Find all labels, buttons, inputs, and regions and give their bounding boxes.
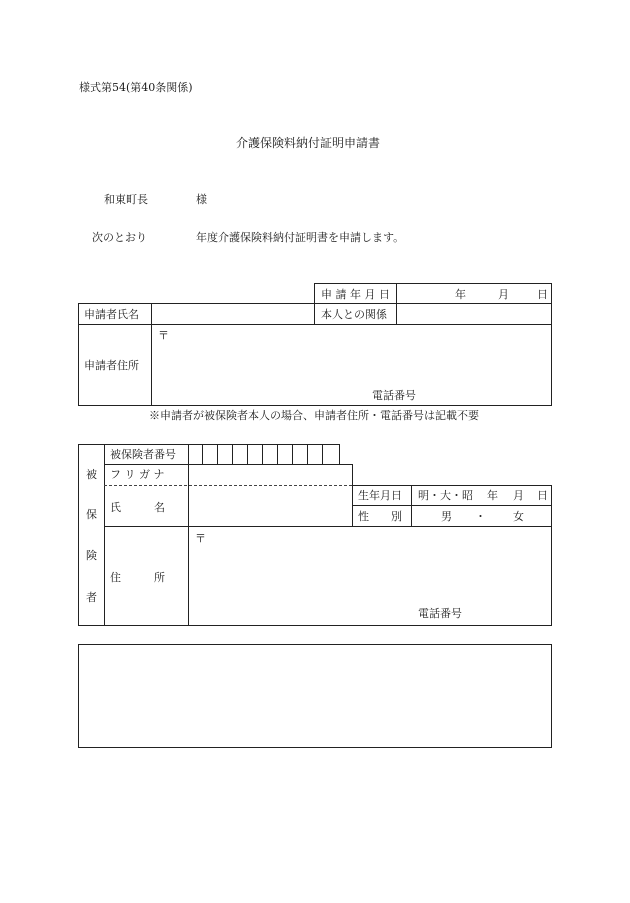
era-options[interactable]: 明・大・昭 [418, 489, 473, 502]
birth-day[interactable]: 日 [537, 489, 548, 502]
birth-month[interactable]: 月 [513, 489, 524, 502]
applicant-address-field[interactable] [153, 326, 550, 404]
intro-text: 次のとおり [92, 231, 147, 244]
furigana-field[interactable] [190, 466, 351, 484]
applicant-name-label: 申請者氏名 [84, 308, 139, 321]
applicant-note: ※申請者が被保険者本人の場合、申請者住所・電話番号は記載不要 [149, 409, 479, 422]
relation-field[interactable] [398, 305, 550, 323]
insured-number-field[interactable] [190, 446, 338, 463]
insured-phone-label: 電話番号 [418, 607, 462, 620]
application-date-month[interactable]: 月 [498, 288, 509, 301]
sex-separator: ・ [475, 510, 486, 523]
form-number: 様式第54(第40条関係) [79, 81, 193, 94]
insured-name-field[interactable] [190, 487, 351, 525]
applicant-phone-label: 電話番号 [372, 389, 416, 402]
insured-address-label: 住 所 [110, 571, 165, 584]
applicant-postal-mark: 〒 [158, 329, 169, 342]
insured-side-char-1: 被 [86, 468, 97, 481]
insured-side-char-4: 者 [86, 591, 97, 604]
form-title: 介護保険料納付証明申請書 [236, 136, 381, 150]
insured-number-label: 被保険者番号 [110, 448, 176, 461]
insured-side-char-3: 険 [86, 549, 97, 562]
application-date-year[interactable]: 年 [455, 288, 466, 301]
birth-date-label: 生年月日 [358, 489, 402, 502]
applicant-name-field[interactable] [153, 305, 313, 323]
remarks-box[interactable] [78, 644, 552, 748]
addressee: 和東町長 [104, 193, 148, 206]
application-date-label: 申 請 年 月 日 [321, 288, 390, 301]
birth-year[interactable]: 年 [487, 489, 498, 502]
insured-postal-mark: 〒 [195, 532, 206, 545]
insured-address-field[interactable] [190, 528, 550, 624]
sex-female[interactable]: 女 [513, 510, 524, 523]
request-text: 年度介護保険料納付証明書を申請します。 [196, 231, 405, 244]
sex-label: 性 別 [358, 510, 402, 523]
applicant-address-label: 申請者住所 [84, 359, 139, 372]
application-date-day[interactable]: 日 [537, 288, 548, 301]
relation-label: 本人との関係 [321, 308, 387, 321]
furigana-label: フ リ ガ ナ [110, 468, 165, 481]
insured-side-char-2: 保 [86, 508, 97, 521]
insured-name-label: 氏 名 [110, 501, 165, 514]
sex-male[interactable]: 男 [441, 510, 452, 523]
honorific: 様 [196, 193, 207, 206]
